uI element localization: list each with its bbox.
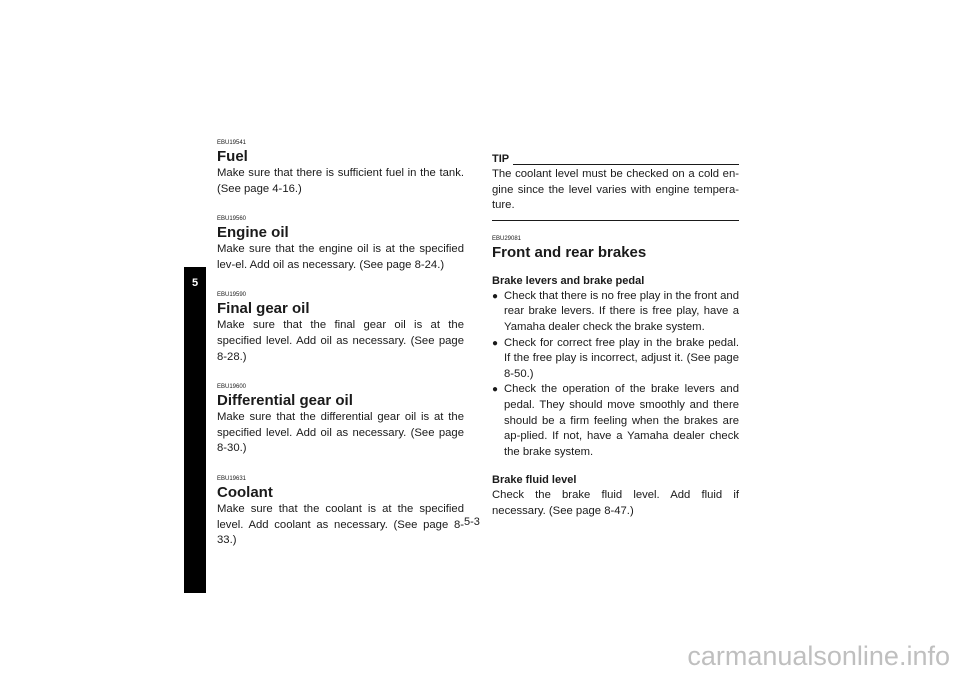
- tip-rule: [513, 156, 739, 165]
- list-item: [492, 336, 739, 383]
- right-column: [492, 153, 739, 520]
- brake-fluid-text: Check the brake fluid level. Add fluid if necessary. (See page 8-47.): [492, 489, 739, 517]
- section-code: EBU19590: [217, 292, 247, 299]
- section-text: Make sure that the differential gear oil is at the specified level. Add oil as necessary. (See page 8-30.): [217, 411, 464, 455]
- section-title: Final gear oil: [217, 300, 310, 318]
- section-code: EBU29081: [492, 235, 522, 242]
- section-code: EBU19541: [217, 140, 247, 146]
- bullet-text: Check the operation of the brake levers and pedal. They should move smoothly and there should be a firm feeling when the brakes are ap-plied. If not, have a Yamaha dealer check the brake system.: [504, 383, 739, 458]
- bullet-icon: ●: [492, 337, 499, 349]
- section-final-gear-oil: [217, 292, 464, 365]
- bullet-text: Check that there is no free play in the front and rear brake levers. If there is free play, have a Yamaha dealer check the brake system.: [504, 289, 739, 333]
- bullet-icon: ●: [492, 384, 499, 396]
- chapter-tab-number: 5: [191, 277, 199, 289]
- tip-bottom-rule: [492, 220, 739, 221]
- watermark: carmanualsonline.info: [687, 641, 950, 671]
- tip-header: [492, 153, 739, 165]
- section-code: EBU19560: [217, 216, 247, 223]
- subhead-brake-levers: Brake levers and brake pedal: [492, 274, 645, 287]
- list-item: [492, 382, 739, 460]
- section-engine-oil: [217, 216, 464, 273]
- section-text: Make sure that there is sufficient fuel in the tank. (See page 4-16.): [217, 167, 464, 195]
- section-code: EBU19631: [217, 475, 247, 482]
- list-item: [492, 289, 739, 336]
- section-title: Coolant: [217, 483, 273, 501]
- section-differential-gear-oil: [217, 384, 464, 457]
- section-coolant: [217, 476, 464, 549]
- tip-text: The coolant level must be checked on a cold en-gine since the level varies with engine tempera-ture.: [492, 168, 739, 212]
- bullet-icon: ●: [492, 290, 499, 302]
- page-number: 5-3: [464, 516, 480, 528]
- section-title: Fuel: [217, 148, 248, 165]
- section-text: Make sure that the coolant is at the specified level. Add coolant as necessary. (See page 8-33.): [217, 502, 464, 547]
- section-title: Differential gear oil: [217, 392, 353, 410]
- section-title: Front and rear brakes: [492, 243, 647, 261]
- section-text: Make sure that the engine oil is at the specified lev-el. Add oil as necessary. (See page 8-24.): [217, 243, 464, 271]
- section-text: Make sure that the final gear oil is at the specified level. Add oil as necessary. (See page 8-28.): [217, 319, 464, 363]
- section-fuel: [217, 140, 464, 197]
- left-column: [217, 140, 464, 568]
- tip-label: TIP: [492, 153, 510, 165]
- section-code: EBU19600: [217, 384, 247, 391]
- bullet-text: Check for correct free play in the brake pedal. If the free play is incorrect, adjust it. (See page 8-50.): [504, 336, 739, 380]
- subhead-brake-fluid: Brake fluid level: [492, 474, 577, 487]
- section-title: Engine oil: [217, 224, 289, 242]
- chapter-tab: [184, 267, 206, 593]
